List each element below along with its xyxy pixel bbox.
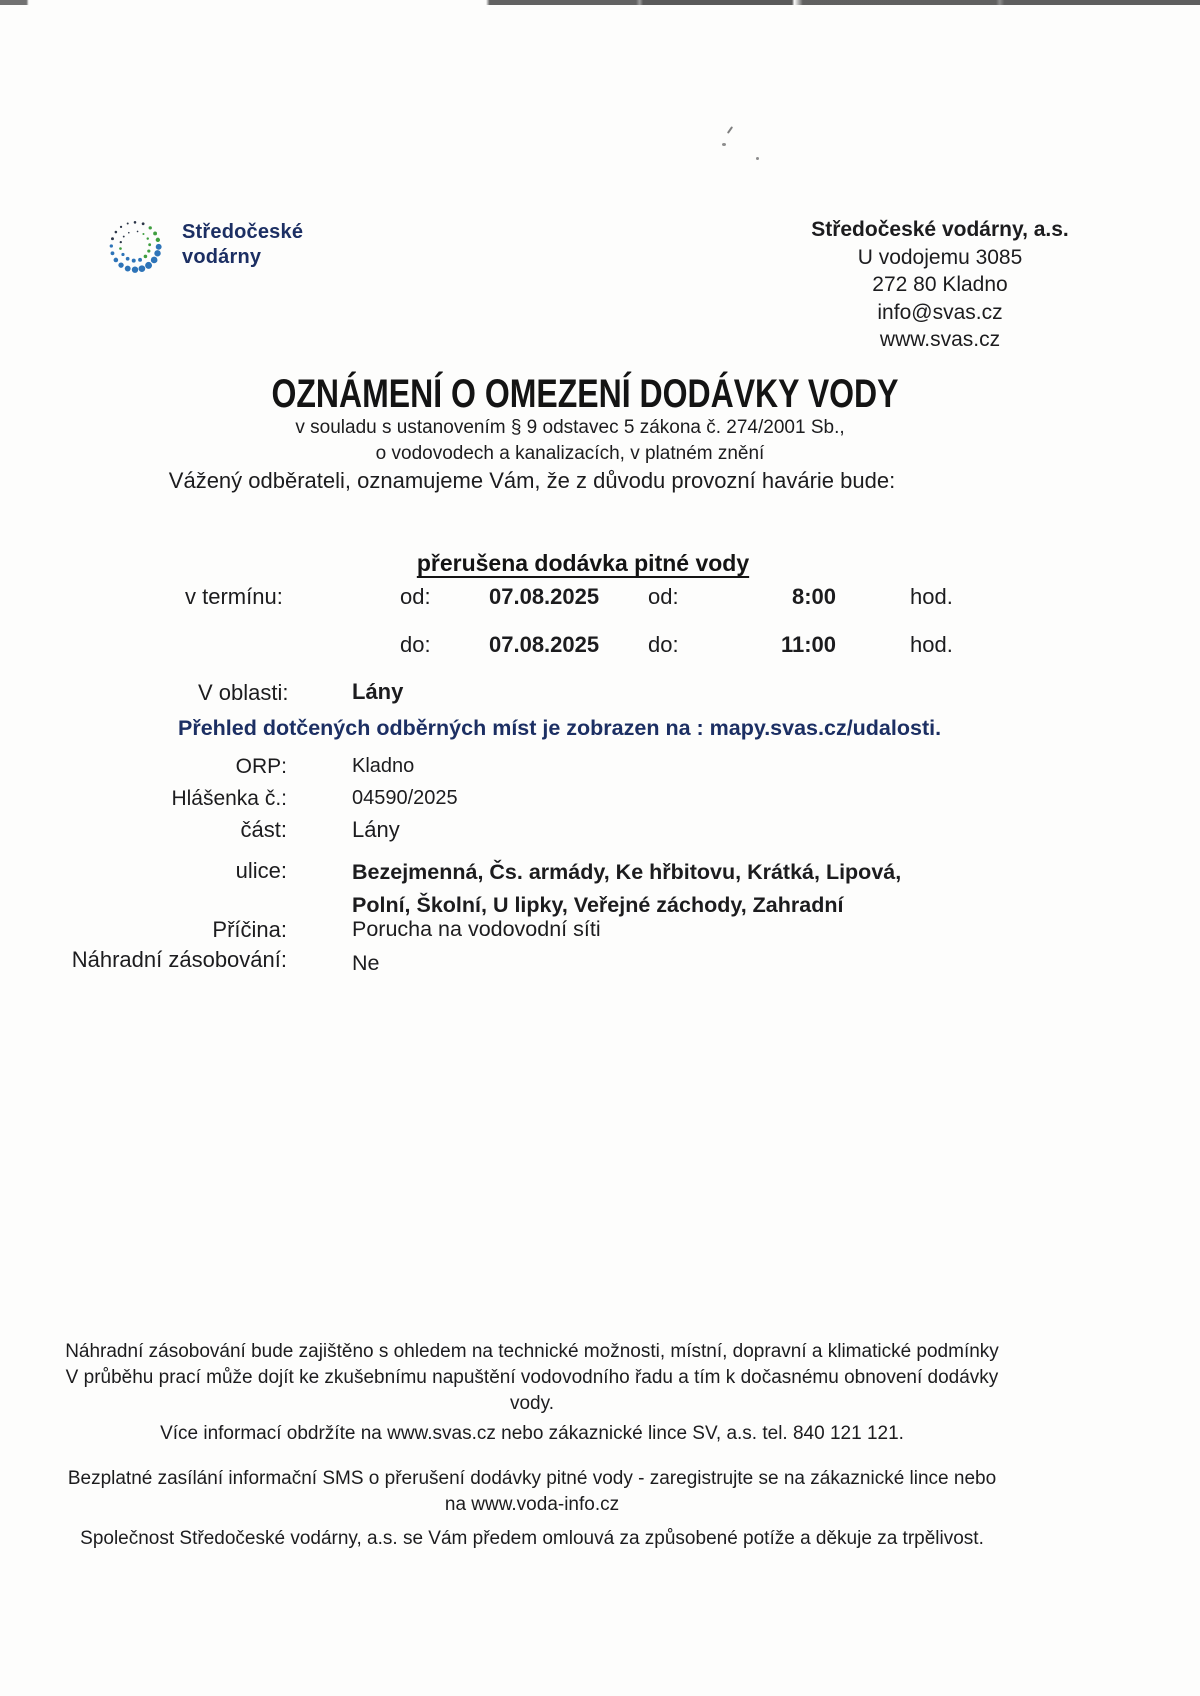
scan-speck-artifact — [727, 126, 733, 134]
hours-unit: hod. — [910, 632, 953, 657]
detail-value-nahradni-zasobovani: Ne — [352, 951, 380, 975]
company-logo — [100, 214, 303, 278]
detail-value-orp: Kladno — [352, 755, 415, 777]
salutation-line: Vážený odběrateli, oznamujeme Vám, že z důvodu provozní havárie bude: — [168, 468, 896, 493]
company-address-block — [790, 216, 1090, 354]
notice-title: OZNÁMENÍ O OMEZENÍ DODÁVKY VODY — [271, 372, 899, 416]
company-name: Středočeské vodárny, a.s. — [811, 218, 1069, 241]
interruption-heading: přerušena dodávka pitné vody — [416, 550, 750, 576]
legal-reference-line1: v souladu s ustanovením § 9 odstavec 5 zákona č. 274/2001 Sb., — [295, 417, 845, 438]
detail-label-cast: část: — [240, 817, 287, 842]
footer-paragraph-sms-info — [0, 1466, 1064, 1518]
time-to-value: 11:00 — [780, 632, 836, 657]
term-label: v termínu: — [185, 584, 283, 609]
footer-paragraph-substitute-supply — [0, 1339, 1064, 1417]
footer-line: Bezplatné zasílání informační SMS o přerušení dodávky pitné vody - zaregistrujte se na zákaznické lince nebo — [67, 1468, 997, 1489]
logo-wordmark-line2: vodárny — [182, 246, 262, 268]
detail-label-ulice: ulice: — [235, 858, 287, 883]
footer-line: Více informací obdržíte na www.svas.cz nebo zákaznické lince SV, a.s. tel. 840 121 121. — [160, 1423, 904, 1444]
date-from-label: od: — [400, 584, 431, 609]
detail-label-orp: ORP: — [235, 755, 287, 778]
logo-wordmark-line1: Středočeské — [182, 221, 304, 243]
company-email: info@svas.cz — [877, 300, 1003, 324]
company-street: U vodojemu 3085 — [857, 245, 1023, 269]
detail-label-pricina: Příčina: — [212, 917, 287, 942]
area-label: V oblasti: — [198, 680, 289, 705]
hours-unit: hod. — [910, 584, 953, 609]
company-city: 272 80 Kladno — [872, 273, 1008, 296]
logo-wordmark — [182, 220, 303, 270]
date-to-value: 07.08.2025 — [489, 632, 600, 657]
detail-value-cast: Lány — [352, 817, 400, 842]
footer-line: Náhradní zásobování bude zajištěno s ohledem na technické možnosti, místní, dopravní a klimatické podmínky — [65, 1341, 999, 1362]
footer-paragraph-apology — [0, 1526, 1064, 1552]
company-website: www.svas.cz — [879, 328, 1001, 351]
footer-line: V průběhu prací může dojít ke zkušebnímu napuštění vodovodního řadu a tím k dočasnému obnovení dodávky — [65, 1367, 999, 1388]
logo-dots-icon — [100, 214, 170, 278]
scan-speck-artifact — [722, 143, 726, 146]
time-to-label: do: — [648, 632, 679, 657]
date-to-label: do: — [400, 632, 431, 657]
area-value: Lány — [352, 679, 404, 704]
time-from-label: od: — [648, 584, 679, 609]
footer-paragraph-more-info — [0, 1421, 1064, 1447]
map-notice-line: Přehled dotčených odběrných míst je zobrazen na : mapy.svas.cz/udalosti. — [178, 716, 942, 740]
detail-label-hlasenka: Hlášenka č.: — [171, 787, 287, 810]
detail-label-nahradni-zasobovani: Náhradní zásobování: — [71, 947, 287, 972]
footer-line: na www.voda-info.cz — [444, 1494, 620, 1515]
footer-line: Společnost Středočeské vodárny, a.s. se Vám předem omlouvá za způsobené potíže a děkuje za trpělivost. — [80, 1528, 984, 1549]
footer-line: vody. — [509, 1393, 554, 1414]
date-from-value: 07.08.2025 — [489, 584, 600, 609]
time-from-value: 8:00 — [791, 584, 836, 609]
detail-value-ulice: Bezejmenná, Čs. armády, Ke hřbitovu, Krátká, Lipová, Polní, Školní, U lipky, Veřejné záchody, Zahradní — [352, 860, 902, 917]
detail-value-pricina: Porucha na vodovodní síti — [352, 917, 601, 941]
detail-value-hlasenka: 04590/2025 — [352, 787, 458, 809]
legal-reference-line2: o vodovodech a kanalizacích, v platném znění — [375, 443, 765, 464]
scan-speck-artifact — [756, 157, 759, 160]
scan-top-edge-artifact — [0, 0, 1200, 5]
